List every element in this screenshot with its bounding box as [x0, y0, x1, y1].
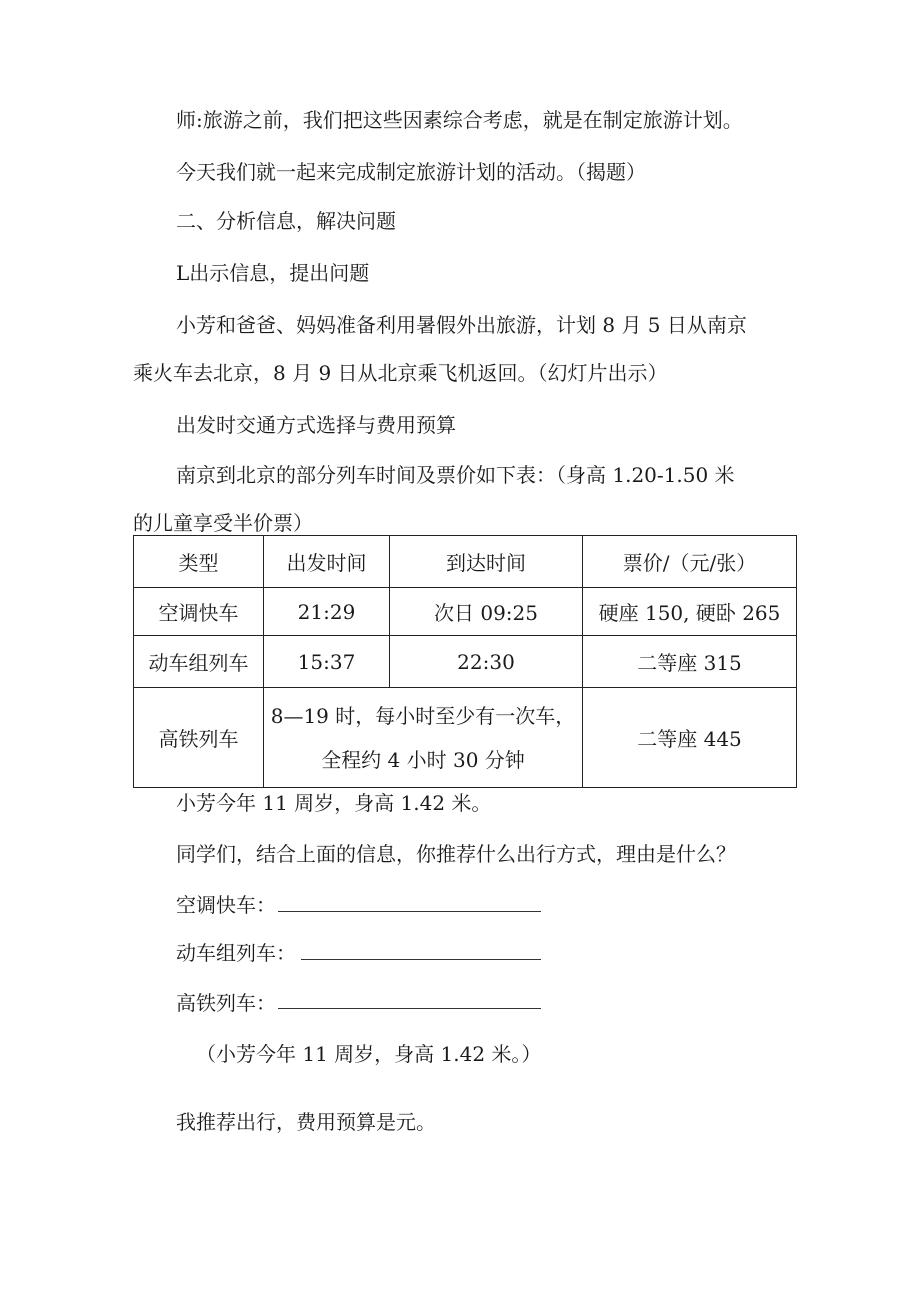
option-label-high-speed: 高铁列车： — [176, 991, 276, 1015]
paragraph-teacher-intro: 师:旅游之前，我们把这些因素综合考虑，就是在制定旅游计划。 — [176, 108, 743, 132]
paragraph-trip-line1: 小芳和爸爸、妈妈准备利用暑假外出旅游，计划 8 月 5 日从南京 — [176, 313, 747, 337]
paragraph-trip-line2: 乘火车去北京，8 月 9 日从北京乘飞机返回。（幻灯片出示） — [133, 361, 668, 385]
cell-price: 二等座 445 — [583, 688, 797, 788]
table-row — [134, 688, 797, 788]
cell-depart: 15:37 — [264, 636, 390, 688]
header-price: 票价/（元/张） — [583, 536, 797, 588]
train-fare-table — [133, 535, 797, 788]
paragraph-transport-choice: 出发时交通方式选择与费用预算 — [176, 413, 456, 437]
paragraph-table-intro-line1: 南京到北京的部分列车时间及票价如下表：（身高 1.20-1.50 米 — [176, 463, 735, 487]
cell-price: 二等座 315 — [583, 636, 797, 688]
table-header-row — [134, 536, 797, 588]
subheading-show-info: L出示信息，提出问题 — [176, 261, 370, 285]
paragraph-child-info-repeat: （小芳今年 11 周岁，身高 1.42 米。） — [196, 1042, 542, 1066]
cell-price: 硬座 150, 硬卧 265 — [583, 588, 797, 636]
answer-blank-ac-express[interactable] — [278, 911, 541, 912]
table-row — [134, 588, 797, 636]
schedule-line-2: 全程约 4 小时 30 分钟 — [321, 747, 525, 772]
paragraph-conclusion: 我推荐出行，费用预算是元。 — [176, 1110, 436, 1134]
header-arrive: 到达时间 — [390, 536, 583, 588]
paragraph-table-intro-line2: 的儿童享受半价票） — [133, 511, 313, 535]
cell-type: 空调快车 — [134, 588, 264, 636]
answer-blank-high-speed[interactable] — [278, 1008, 541, 1009]
paragraph-child-info: 小芳今年 11 周岁，身高 1.42 米。 — [176, 791, 492, 815]
option-label-ac-express: 空调快车： — [176, 893, 276, 917]
cell-depart: 21:29 — [264, 588, 390, 636]
cell-type: 动车组列车 — [134, 636, 264, 688]
answer-blank-emu[interactable] — [301, 959, 541, 960]
paragraph-today-activity: 今天我们就一起来完成制定旅游计划的活动。（揭题） — [176, 160, 646, 184]
header-depart: 出发时间 — [264, 536, 390, 588]
cell-arrive: 22:30 — [390, 636, 583, 688]
paragraph-question: 同学们，结合上面的信息，你推荐什么出行方式，理由是什么？ — [176, 842, 736, 866]
option-label-emu: 动车组列车： — [176, 941, 296, 965]
cell-type: 高铁列车 — [134, 688, 264, 788]
section-heading-analyze: 二、分析信息，解决问题 — [176, 209, 396, 233]
cell-schedule — [264, 688, 583, 788]
cell-arrive: 次日 09:25 — [390, 588, 583, 636]
header-type: 类型 — [134, 536, 264, 588]
schedule-line-1: 8—19 时，每小时至少有一次车， — [270, 703, 576, 728]
table-row — [134, 636, 797, 688]
